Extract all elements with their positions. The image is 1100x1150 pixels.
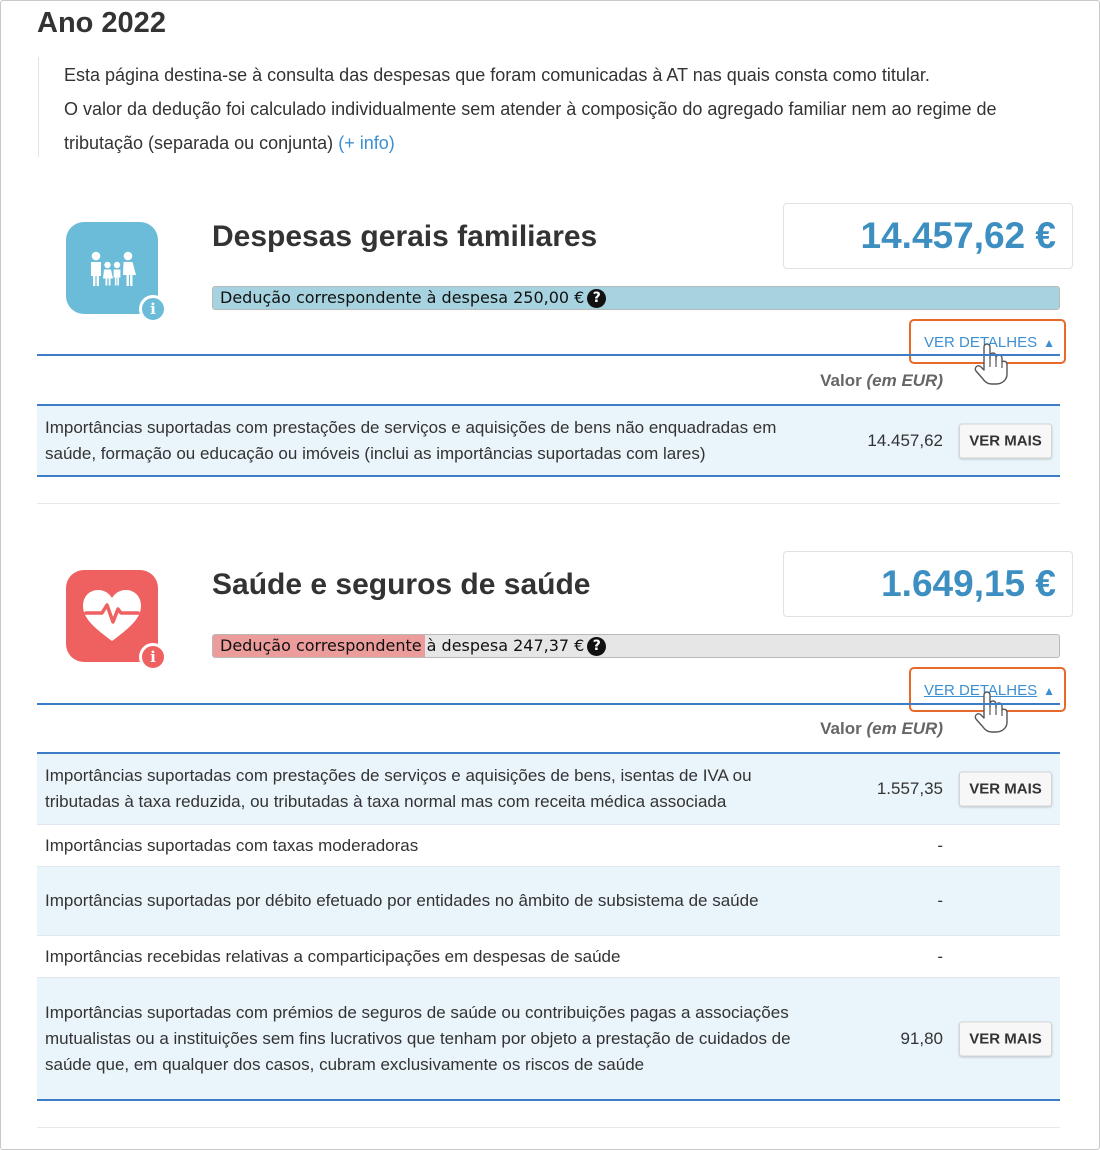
intro-text xyxy=(38,57,1038,157)
question-icon[interactable]: ? xyxy=(587,637,606,656)
intro-line-2 xyxy=(64,92,1038,160)
ver-mais-button[interactable]: VER MAIS xyxy=(959,423,1052,458)
deduction-bar xyxy=(212,286,1060,310)
value-header-label: Valor xyxy=(820,371,862,390)
ver-mais-button[interactable]: VER MAIS xyxy=(959,1021,1052,1056)
section-title: Despesas gerais familiares xyxy=(212,220,598,253)
details-table xyxy=(37,404,1060,477)
more-info-link[interactable]: (+ info) xyxy=(338,133,395,153)
hand-pointer-icon xyxy=(973,341,1009,387)
row-description: Importâncias suportadas com prestações de serviços e aquisições de bens não enquadradas em saúde, formação ou educação ou imóveis (inclui as importâncias suportadas com lares) xyxy=(45,417,777,463)
row-description: Importâncias recebidas relativas a comparticipações em despesas de saúde xyxy=(45,946,621,966)
deduction-label: Dedução correspondente à despesa 250,00 € xyxy=(220,288,585,307)
ver-mais-button[interactable]: VER MAIS xyxy=(959,772,1052,807)
deduction-text xyxy=(220,635,606,657)
details-table xyxy=(37,752,1060,1101)
row-value: 1.557,35 xyxy=(876,779,943,798)
intro-line-1: Esta página destina-se à consulta das despesas que foram comunicadas à AT nas quais consta como titular. xyxy=(64,65,930,85)
row-value: - xyxy=(937,835,943,855)
row-value: 91,80 xyxy=(900,1028,943,1048)
ver-detalhes-label: VER DETALHES xyxy=(924,334,1038,351)
row-value: - xyxy=(937,891,943,910)
value-header-unit: (em EUR) xyxy=(866,371,943,390)
row-description: Importâncias suportadas com prestações de serviços e aquisições de bens, isentas de IVA ou tributadas à taxa reduzida, ou tributadas à taxa normal mas com receita médica associada xyxy=(45,766,752,811)
table-row xyxy=(37,825,1060,867)
ver-detalhes-label: VER DETALHES xyxy=(924,682,1038,699)
row-description: Importâncias suportadas com prémios de seguros de saúde ou contribuições pagas a associações mutualistas ou a instituições sem fins lucrativos que tenham por objeto a prestação de cuidados de saúde que, em qualquer dos casos, cubram exclusivamente os riscos de saúde xyxy=(45,1002,791,1074)
deduction-bar xyxy=(212,634,1060,658)
table-row xyxy=(37,978,1060,1099)
table-row xyxy=(37,936,1060,978)
total-amount: 1.649,15 € xyxy=(783,551,1073,617)
hand-pointer-icon xyxy=(973,689,1009,735)
table-row xyxy=(37,867,1060,936)
intro-line-2-text: O valor da dedução foi calculado individualmente sem atender à composição do agregado familiar nem ao regime de tributação (separada ou conjunta) xyxy=(64,99,997,153)
section-separator xyxy=(37,1127,1060,1128)
value-column-header xyxy=(37,719,943,739)
total-amount: 14.457,62 € xyxy=(783,203,1073,269)
section-divider xyxy=(37,354,1060,356)
section-title: Saúde e seguros de saúde xyxy=(212,568,591,601)
value-header-unit: (em EUR) xyxy=(866,719,943,738)
deduction-text xyxy=(220,287,606,309)
row-value: - xyxy=(937,946,943,966)
row-value: 14.457,62 xyxy=(867,430,943,450)
chevron-up-icon: ▲ xyxy=(1043,336,1055,350)
info-icon[interactable]: i xyxy=(139,643,167,671)
row-description: Importâncias suportadas com taxas moderadoras xyxy=(45,835,419,855)
value-column-header xyxy=(37,371,943,391)
section-divider xyxy=(37,703,1060,705)
deduction-label: Dedução correspondente à despesa 247,37 € xyxy=(220,636,585,655)
question-icon[interactable]: ? xyxy=(587,289,606,308)
info-icon[interactable]: i xyxy=(139,295,167,323)
table-row xyxy=(37,406,1060,475)
page-title: Ano 2022 xyxy=(37,7,166,39)
row-description: Importâncias suportadas por débito efetuado por entidades no âmbito de subsistema de saúde xyxy=(45,891,759,910)
value-header-label: Valor xyxy=(820,719,862,738)
section-separator xyxy=(37,503,1060,504)
chevron-up-icon: ▲ xyxy=(1043,684,1055,698)
table-row xyxy=(37,754,1060,825)
